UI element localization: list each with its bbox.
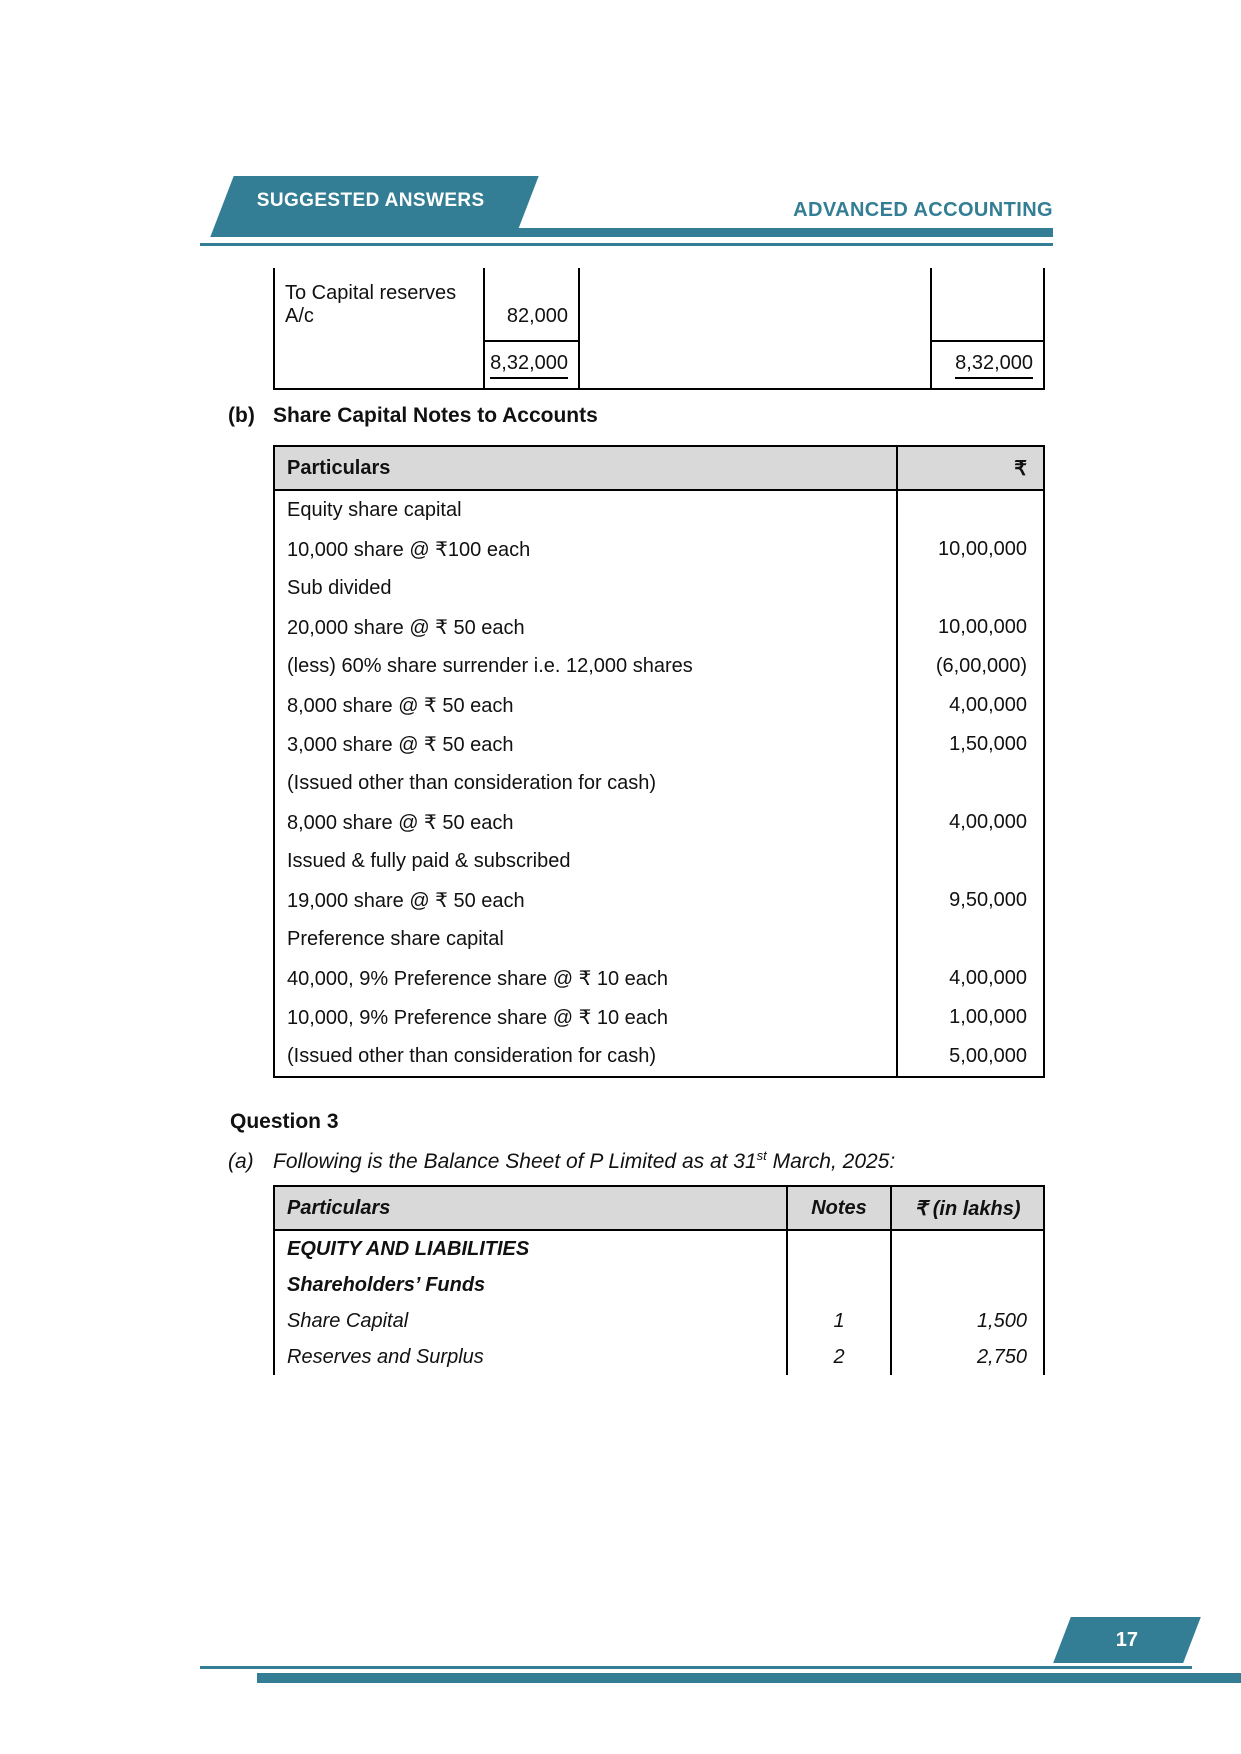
notes-table-row <box>275 959 1043 998</box>
balance-sheet-row <box>275 1267 1043 1303</box>
amount-cell: 4,00,000 <box>949 811 1027 833</box>
amount-cell: 10,00,000 <box>938 616 1027 638</box>
notes-table-row <box>275 647 1043 686</box>
section-title: Share Capital Notes to Accounts <box>273 404 598 427</box>
notes-table-row <box>275 530 1043 569</box>
notes-cell <box>788 1267 892 1303</box>
amount-cell: 10,00,000 <box>938 538 1027 560</box>
particulars-cell: Sub divided <box>275 569 898 608</box>
credit-total: 8,32,000 <box>955 352 1033 379</box>
particulars-cell: 8,000 share @ ₹ 50 each <box>275 686 898 725</box>
notes-table-row <box>275 842 1043 881</box>
page-number-box <box>1053 1617 1201 1663</box>
ledger-credit-cell <box>930 268 1045 340</box>
amount-cell: 1,00,000 <box>949 1006 1027 1028</box>
ledger-row <box>273 268 1045 340</box>
question-3a-intro <box>228 1150 895 1174</box>
page-number: 17 <box>1115 1628 1139 1651</box>
debit-total: 8,32,000 <box>490 352 568 379</box>
particulars-cell: 3,000 share @ ₹ 50 each <box>275 725 898 764</box>
balance-sheet-row <box>275 1231 1043 1267</box>
notes-table-row <box>275 725 1043 764</box>
particulars-cell: (Issued other than consideration for cash) <box>275 1037 898 1076</box>
ledger-debit-total-cell <box>485 340 580 388</box>
ledger-empty-cell <box>580 268 930 340</box>
notes-table-row <box>275 881 1043 920</box>
footer-rule-thick <box>257 1673 1241 1683</box>
amount-cell <box>892 1231 1043 1267</box>
notes-table-header <box>275 447 1043 491</box>
ledger-empty-cell <box>580 340 930 388</box>
notes-table-row <box>275 608 1043 647</box>
banner-label: SUGGESTED ANSWERS <box>256 190 485 211</box>
notes-header: Notes <box>788 1187 892 1229</box>
ledger-total-row <box>273 340 1045 388</box>
particulars-cell: Issued & fully paid & subscribed <box>275 842 898 881</box>
amount-cell <box>892 1267 1043 1303</box>
amount-cell <box>898 491 1043 530</box>
amount-cell: 1,50,000 <box>949 733 1027 755</box>
amount-cell <box>898 920 1043 959</box>
amount-cell: 1,500 <box>976 1309 1027 1332</box>
notes-table-row <box>275 1037 1043 1076</box>
amount-cell <box>898 842 1043 881</box>
notes-cell: 2 <box>788 1339 892 1375</box>
header-banner <box>210 176 538 237</box>
question-3-title: Question 3 <box>230 1110 339 1133</box>
section-b-heading <box>228 404 598 428</box>
header-rule-thin <box>200 243 1053 246</box>
particulars-cell: 20,000 share @ ₹ 50 each <box>275 608 898 647</box>
particulars-cell: 10,000, 9% Preference share @ ₹ 10 each <box>275 998 898 1037</box>
notes-table-row <box>275 491 1043 530</box>
subject-title: ADVANCED ACCOUNTING <box>793 199 1053 221</box>
particulars-cell: Preference share capital <box>275 920 898 959</box>
intro-text: Following is the Balance Sheet of P Limited as at 31st March, 2025: <box>273 1148 896 1173</box>
particulars-cell: EQUITY AND LIABILITIES <box>275 1231 788 1267</box>
notes-table-row <box>275 920 1043 959</box>
particulars-cell: (Issued other than consideration for cash) <box>275 764 898 803</box>
particulars-cell: 8,000 share @ ₹ 50 each <box>275 803 898 842</box>
ledger-credit-total-cell <box>930 340 1045 388</box>
amount-cell: (6,00,000) <box>935 655 1027 677</box>
ledger-particulars-cell: To Capital reserves A/c <box>273 268 485 340</box>
amount-header: ₹ <box>1014 457 1027 480</box>
notes-table <box>273 445 1045 1078</box>
amount-cell <box>898 569 1043 608</box>
balance-sheet-row <box>275 1303 1043 1339</box>
particulars-cell: (less) 60% share surrender i.e. 12,000 shares <box>275 647 898 686</box>
notes-table-row <box>275 686 1043 725</box>
particulars-cell: Reserves and Surplus <box>275 1339 788 1375</box>
particulars-cell: Equity share capital <box>275 491 898 530</box>
section-label: (b) <box>228 404 255 427</box>
footer-rule-thin <box>200 1666 1192 1669</box>
notes-table-row <box>275 764 1043 803</box>
ledger-particulars-cell <box>273 340 485 388</box>
particulars-header: Particulars <box>275 447 898 489</box>
amount-cell: 5,00,000 <box>949 1045 1027 1067</box>
ledger-table <box>273 268 1045 390</box>
notes-cell <box>788 1231 892 1267</box>
notes-table-row <box>275 803 1043 842</box>
header-rule-thick <box>500 228 1053 237</box>
amount-cell: 2,750 <box>976 1345 1027 1368</box>
part-label: (a) <box>228 1150 254 1173</box>
balance-sheet-header <box>275 1187 1043 1231</box>
amount-header: ₹ (in lakhs) <box>914 1197 1021 1220</box>
amount-cell: 4,00,000 <box>949 694 1027 716</box>
notes-table-row <box>275 569 1043 608</box>
balance-sheet-table <box>273 1185 1045 1375</box>
particulars-cell: 40,000, 9% Preference share @ ₹ 10 each <box>275 959 898 998</box>
particulars-cell: 19,000 share @ ₹ 50 each <box>275 881 898 920</box>
amount-cell <box>898 764 1043 803</box>
balance-sheet-row <box>275 1339 1043 1375</box>
particulars-header: Particulars <box>275 1187 788 1229</box>
particulars-cell: Shareholders’ Funds <box>275 1267 788 1303</box>
notes-table-row <box>275 998 1043 1037</box>
amount-cell: 4,00,000 <box>949 967 1027 989</box>
ordinal-superscript: st <box>756 1148 767 1163</box>
notes-cell: 1 <box>788 1303 892 1339</box>
particulars-cell: 10,000 share @ ₹100 each <box>275 530 898 569</box>
ledger-debit-cell: 82,000 <box>485 268 580 340</box>
amount-cell: 9,50,000 <box>949 889 1027 911</box>
particulars-cell: Share Capital <box>275 1303 788 1339</box>
